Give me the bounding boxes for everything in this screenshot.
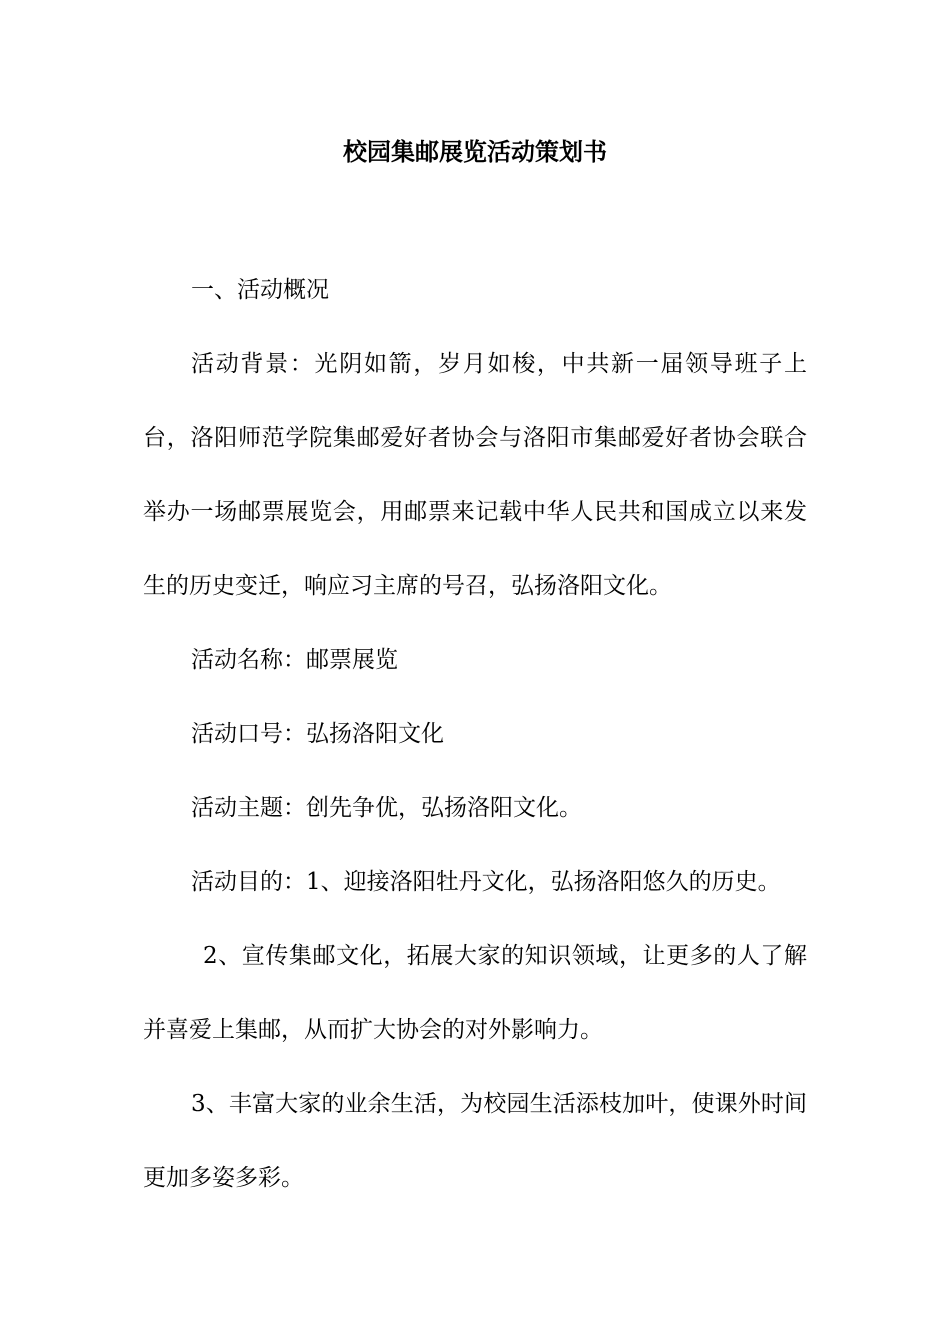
paragraph-purpose-3: 3、丰富大家的业余生活，为校园生活添枝加叶，使课外时间更加多姿多彩。 <box>143 1091 807 1191</box>
paragraph-name: 活动名称：邮票展览 <box>191 647 398 673</box>
paragraph-theme: 活动主题：创先争优，弘扬洛阳文化。 <box>191 795 582 821</box>
paragraph-purpose-2: 2、宣传集邮文化，拓展大家的知识领域，让更多的人了解并喜爱上集邮，从而扩大协会的对外影响力。 <box>143 943 807 1043</box>
paragraph-slogan: 活动口号：弘扬洛阳文化 <box>191 721 444 747</box>
section-heading: 一、活动概况 <box>191 277 329 303</box>
paragraph-purpose-1: 活动目的：1、迎接洛阳牡丹文化，弘扬洛阳悠久的历史。 <box>191 869 781 895</box>
paragraph-background: 活动背景：光阴如箭，岁月如梭，中共新一届领导班子上台，洛阳师范学院集邮爱好者协会与洛阳市集邮爱好者协会联合举办一场邮票展览会，用邮票来记载中华人民共和国成立以来发生的历史变迁，响应习主席的号召，弘扬洛阳文化。 <box>143 351 807 599</box>
document-title: 校园集邮展览活动策划书 <box>343 137 607 166</box>
document-body <box>143 253 807 1215</box>
